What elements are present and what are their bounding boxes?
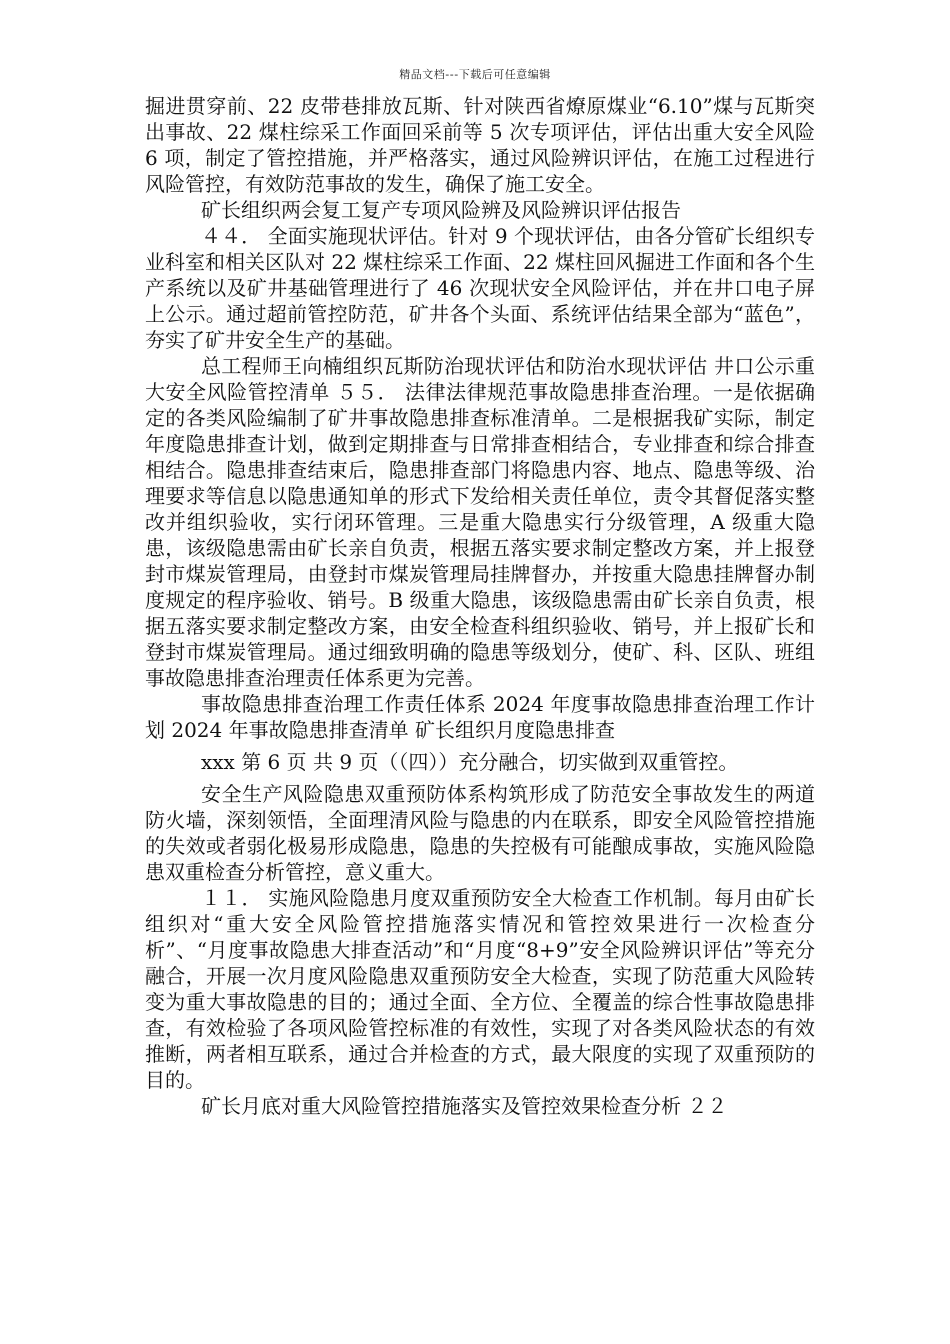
paragraph-4: 总工程师王向楠组织瓦斯防治现状评估和防治水现状评估 井口公示重大安全风险管控清单 ５５． 法律法律规范事故隐患排查治理。一是依据确定的各类风险编制了矿井事故隐患排查标准清单。二是根据我矿实际，制定年度隐患排查计划，做到定期排查与日常排查相结合，专业排查和综合排查相结合。隐患排查结束后，隐患排查部门将隐患内容、地点、隐患等级、治理要求等信息以隐患通知单的形式下发给相关责任单位，责令其督促落实整改并组织验收，实行闭环管理。三是重大隐患实行分级管理，A 级重大隐患，该级隐患需由矿长亲自负责，根据五落实要求制定整改方案，并上报登封市煤炭管理局，由登封市煤炭管理局挂牌督办，并按重大隐患挂牌督办制度规定的程序验收、销号。B 级重大隐患，该级隐患需由矿长亲自负责，根据五落实要求制定整改方案，由安全检查科组织验收、销号，并上报矿长和登封市煤炭管理局。通过细致明确的隐患等级划分，使矿、科、区队、班组事故隐患排查治理责任体系更为完善。 xyxy=(145,354,815,690)
paragraph-1: 掘进贯穿前、22 皮带巷排放瓦斯、针对陕西省燎原煤业“6.10”煤与瓦斯突出事故、22 煤柱综采工作面回采前等 5 次专项评估，评估出重大安全风险 6 项，制定了管控措施，并严格落实，通过风险辨识评估，在施工过程进行风险管控，有效防范事故的发生，确保了施工安全。 xyxy=(145,94,815,196)
paragraph-5: 事故隐患排查治理工作责任体系 2024 年度事故隐患排查治理工作计划 2024 年事故隐患排查清单 矿长组织月度隐患排查 xyxy=(145,692,815,742)
paragraph-6: xxx 第 6 页 共 9 页（（四））充分融合，切实做到双重管控。 xyxy=(201,750,739,774)
page-header: 精品文档---下载后可任意编辑 xyxy=(399,68,551,81)
paragraph-9: 矿长月底对重大风险管控措施落实及管控效果检查分析 ２２ xyxy=(201,1094,728,1118)
paragraph-8: １１． 实施风险隐患月度双重预防安全大检查工作机制。每月由矿长组织对“重大安全风险管控措施落实情况和管控效果进行一次检查分析”、“月度事故隐患大排查活动”和“月度“8+9”安全风险辨识评估”等充分融合，开展一次月度风险隐患双重预防安全大检查，实现了防范重大风险转变为重大事故隐患的目的；通过全面、全方位、全覆盖的综合性事故隐患排查，有效检验了各项风险管控标准的有效性，实现了对各类风险状态的有效推断，两者相互联系，通过合并检查的方式，最大限度的实现了双重预防的目的。 xyxy=(145,886,815,1092)
document-body xyxy=(145,93,815,1119)
paragraph-7: 安全生产风险隐患双重预防体系构筑形成了防范安全事故发生的两道防火墙，深刻领悟，全面理清风险与隐患的内在联系，即安全风险管控措施的失效或者弱化极易形成隐患，隐患的失控极有可能酿成事故，实施风险隐患双重检查分析管控，意义重大。 xyxy=(145,782,815,884)
paragraph-2: 矿长组织两会复工复产专项风险辨及风险辨识评估报告 xyxy=(201,198,681,222)
paragraph-3: ４４． 全面实施现状评估。针对 9 个现状评估，由各分管矿长组织专业科室和相关区队对 22 煤柱综采工作面、22 煤柱回风掘进工作面和各个生产系统以及矿井基础管理进行了 46 次现状安全风险评估，并在井口电子屏上公示。通过超前管控防范，矿井各个头面、系统评估结果全部为“蓝色”，夯实了矿井安全生产的基础。 xyxy=(145,224,815,352)
